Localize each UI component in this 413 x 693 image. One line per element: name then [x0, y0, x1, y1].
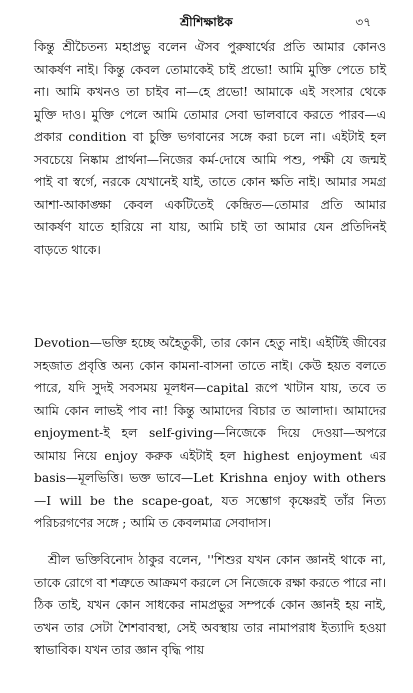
paragraph-2: Devotion—ভক্তি হচ্ছে অহৈতুকী, তার কোন হেতু নাই। এইটিই জীবের সহজাত প্রবৃত্তি অন্য কোন কামনা-বাসনা তাতে নাই। কেউ হয়ত বলতে পারে, যদি সুদই সবসময় মূলধন—capital রূপে খাটান যায়, তবে ত আমি কোন লাভই পাব না! কিন্তু আমাদের বিচার ত আলাদা। আমাদের enjoyment-ই হল self-giving—নিজেকে দিয়ে দেওয়া—অপরে আমায় নিয়ে enjoy করুক এইটাই হল highest enjoyment এর basis—মূলভিত্তি। ভক্ত ভাবে—Let Krishna enjoy with others—I will be the scape-goat, যত সম্ভোগ কৃষ্ণেরই তাঁর নিত্য পরিচরগণের সঙ্গে ; আমি ত কেবলমাত্র সেবাদাস। [34, 336, 386, 530]
running-title: শ্রীশিক্ষাষ্টক [180, 15, 233, 29]
running-head [0, 14, 413, 32]
paragraph-3: শ্রীল ভক্তিবিনোদ ঠাকুর বলেন, ''শিশুর যখন কোন জ্ঞানই থাকে না, তাকে রোগে বা শত্রুতে আক্রমণ করলে সে নিজেকে রক্ষা করতে পারে না। ঠিক তাই, যখন কোন সাধকের নামপ্রভুর সম্পর্কে কোন জ্ঞানই হয় নাই, তখন তার সেটা শৈশবাবস্থা, সেই অবস্থায় তার নামাপরাধ ইত্যাদি হওয়া স্বাভাবিক। যখন তার জ্ঞান বৃদ্ধি পায় [34, 553, 386, 657]
paragraph-1: কিন্তু শ্রীচৈতন্য মহাপ্রভু বলেন ঐসব পুরুষার্থের প্রতি আমার কোনও আকর্ষণ নাই। কিন্তু কেবল তোমাকেই চাই প্রভো! আমি মুক্তি পেতে চাই না। আমি কখনও তা চাইব না—হে প্রভো! আমাকে এই সংসার থেকে মুক্তি দাও। মুক্তি পেলে আমি তোমার সেবা ভালবাবে করতে পারব—এ প্রকার condition বা চুক্তি ভগবানের সঙ্গে করা চলে না। এইটাই হল সবচেয়ে নিষ্কাম প্রার্থনা—নিজের কর্ম-দোষে আমি পশু, পক্ষী যে জন্মই পাই বা স্বর্গে, নরকে যেখানেই যাই, তাতে কোন ক্ষতি নাই। আমার সমগ্র আশা-আকাঙ্ক্ষা কেবল একটিতেই কেন্দ্রিত—তোমার প্রতি আমার আকর্ষণ যাতে হারিয়ে না যায়, আমি চাই তা আমার যেন প্রতিদিনই বাড়তে থাকে। [34, 40, 386, 257]
page-number: ৩৭ [355, 15, 371, 29]
